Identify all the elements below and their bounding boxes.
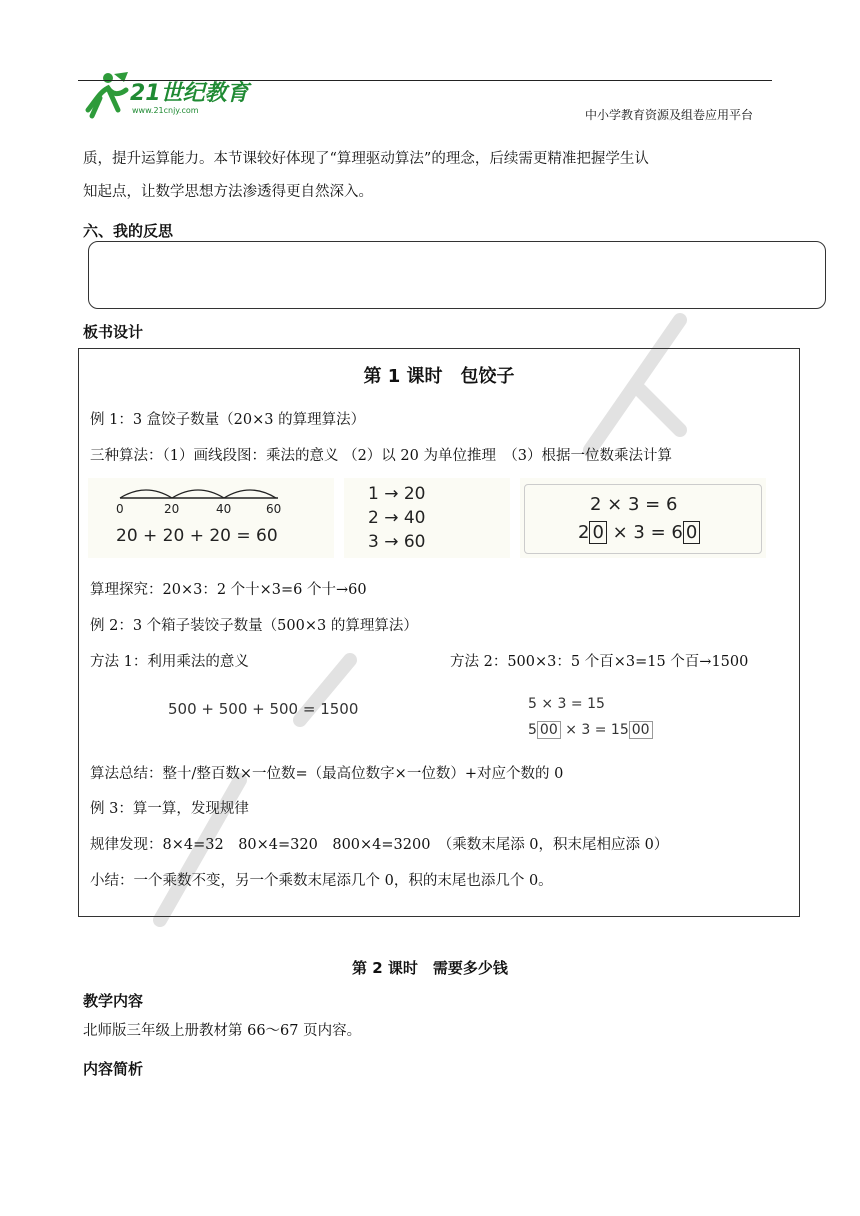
rule-discovery: 规律发现：8×4=32 80×4=320 800×4=3200 （乘数末尾添 0，积末尾相应添 0） [90,837,669,853]
example-3: 例 3：算一算，发现规律 [90,801,249,817]
addition-image: 500 + 500 + 500 = 1500 [168,700,359,718]
content-heading: 教学内容 [83,992,144,1010]
number-line-image [88,478,334,558]
equation-row-2: 2 0 × 3 = 6 0 [578,522,700,543]
tick-label: 40 [216,502,232,516]
intro-line-1: 质，提升运算能力。本节课较好体现了“算理驱动算法”的理念，后续需更精准把握学生认 [83,151,649,167]
mapping-row: 2 → 40 [368,508,426,528]
boxed-zero-image [520,478,766,558]
intro-line-2: 知起点，让数学思想方法渗透得更自然深入。 [83,184,373,200]
algorithm-summary: 算法总结：整十/整百数×一位数=（最高位数字×一位数）+对应个数的 0 [90,766,564,782]
board-title: 第 1 课时 包饺子 [363,366,515,387]
hundreds-row-1: 5 × 3 = 15 [528,696,605,712]
boxed-zeros: 00 [537,721,561,739]
mapping-row: 3 → 60 [368,532,426,552]
reflection-input-box[interactable] [88,241,826,309]
tick-label: 60 [266,502,282,516]
lesson-2-title: 第 2 课时 需要多少钱 [352,959,508,977]
explore-line: 算理探究：20×3：2 个十×3=6 个十→60 [90,582,367,598]
logo-text: 21世纪教育 [130,81,249,106]
tick-label: 0 [116,502,124,516]
number-line-diagram [88,478,334,558]
header-divider [78,80,772,81]
content-text: 北师版三年级上册教材第 66～67 页内容。 [83,1023,362,1039]
method-1: 方法 1：利用乘法的意义 [90,654,249,670]
unit-mapping-image [344,478,510,558]
conclusion: 小结：一个乘数不变，另一个乘数末尾添几个 0，积的末尾也添几个 0。 [90,873,553,889]
tick-label: 20 [164,502,180,516]
method-2: 方法 2：500×3：5 个百×3=15 个百→1500 [450,654,749,670]
example-2: 例 2：3 个箱子装饺子数量（500×3 的算理算法） [90,618,418,634]
boxed-zero: 0 [589,521,606,544]
platform-name: 中小学教育资源及组卷应用平台 [585,108,754,122]
addition-sum: 20 + 20 + 20 = 60 [116,526,278,546]
site-logo[interactable] [78,70,278,122]
logo-url: www.21cnjy.com [132,106,199,115]
hundreds-row-2: 5 00 × 3 = 15 00 [528,722,653,738]
boxed-zero: 0 [683,521,700,544]
example-1: 例 1：3 盒饺子数量（20×3 的算理算法） [90,412,366,428]
board-heading: 板书设计 [83,323,144,341]
reflection-heading: 六、我的反思 [83,222,174,240]
boxed-zeros: 00 [629,721,653,739]
analysis-heading: 内容简析 [83,1060,144,1078]
three-methods: 三种算法：（1）画线段图：乘法的意义 （2）以 20 为单位推理 （3）根据一位数乘法计算 [90,448,672,464]
equation-row-1: 2 × 3 = 6 [590,494,678,515]
mapping-row: 1 → 20 [368,484,426,504]
